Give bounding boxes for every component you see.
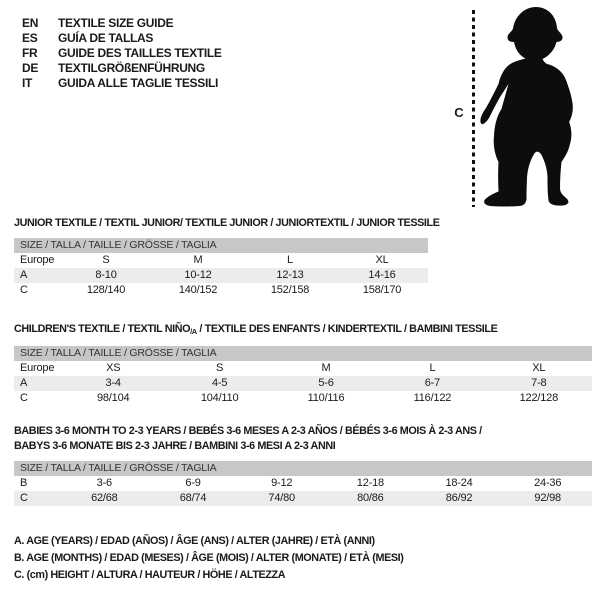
title-segment: JUNIOR TEXTILE / TEXTIL JUNIOR/ TEXTILE JUNIOR / JUNIORTEXTIL / JUNIOR TESSILE bbox=[14, 217, 440, 229]
row-value: XL bbox=[375, 254, 389, 266]
babies-textile-table bbox=[14, 424, 592, 506]
row-label: Europe bbox=[20, 254, 55, 266]
row-value: 9-12 bbox=[271, 477, 293, 489]
babies-textile-table-title bbox=[14, 424, 592, 454]
row-value: 62/68 bbox=[91, 492, 118, 504]
row-value: 14-16 bbox=[368, 269, 396, 281]
height-measure-label: C bbox=[454, 105, 464, 120]
row-value: M bbox=[193, 254, 203, 266]
language-title: TEXTILE SIZE GUIDE bbox=[58, 15, 174, 30]
language-row-de bbox=[22, 61, 222, 76]
table-row-c bbox=[14, 491, 592, 506]
row-value: 116/122 bbox=[413, 392, 452, 404]
title-segment: / TEXTILE DES ENFANTS / KINDERTEXTIL / BAMBINI TESSILE bbox=[196, 323, 498, 335]
junior-textile-table-title bbox=[14, 216, 440, 231]
row-label: B bbox=[20, 477, 28, 489]
table-row-c bbox=[14, 391, 592, 406]
row-value: S bbox=[216, 362, 224, 374]
height-dashed-line bbox=[472, 10, 475, 207]
row-value: 104/110 bbox=[200, 392, 239, 404]
row-value: 158/170 bbox=[362, 284, 402, 296]
language-title: TEXTILGRÖßENFÜHRUNG bbox=[58, 61, 205, 76]
row-value: 80/86 bbox=[357, 492, 384, 504]
language-title: GUÍA DE TALLAS bbox=[58, 30, 154, 45]
language-code: FR bbox=[22, 45, 38, 60]
row-label: A bbox=[20, 377, 28, 389]
row-value: 6-7 bbox=[424, 377, 441, 389]
row-value: 12-13 bbox=[276, 269, 304, 281]
table-row-europe bbox=[14, 253, 428, 268]
size-header-bar: SIZE / TALLA / TAILLE / GRÖSSE / TAGLIA bbox=[14, 238, 428, 253]
row-label: C bbox=[20, 392, 28, 404]
table-row-europe bbox=[14, 361, 592, 376]
title-segment: CHILDREN'S TEXTILE / TEXTIL NIÑO bbox=[14, 323, 191, 335]
row-value: S bbox=[102, 254, 110, 266]
row-value: 18-24 bbox=[445, 477, 473, 489]
row-label: C bbox=[20, 492, 28, 504]
footnote-a: A. AGE (YEARS) / EDAD (AÑOS) / ÂGE (ANS) / ALTER (JAHRE) / ETÀ (ANNI) bbox=[14, 535, 375, 547]
language-row-en bbox=[22, 15, 222, 30]
row-value: XS bbox=[106, 362, 121, 374]
table-row-c bbox=[14, 283, 428, 298]
size-header-bar: SIZE / TALLA / TAILLE / GRÖSSE / TAGLIA bbox=[14, 461, 592, 476]
row-value: XL bbox=[532, 362, 546, 374]
title-segment: /A bbox=[190, 327, 197, 336]
footnotes bbox=[14, 533, 403, 583]
language-code: ES bbox=[22, 30, 38, 45]
language-title: GUIDA ALLE TAGLIE TESSILI bbox=[58, 76, 219, 91]
row-value: L bbox=[287, 254, 293, 266]
row-value: 7-8 bbox=[531, 377, 547, 389]
language-code: DE bbox=[22, 61, 39, 76]
row-value: 24-36 bbox=[534, 477, 562, 489]
row-label: A bbox=[20, 269, 28, 281]
size-header-bar: SIZE / TALLA / TAILLE / GRÖSSE / TAGLIA bbox=[14, 346, 592, 361]
row-value: 3-6 bbox=[96, 477, 112, 489]
table-row-a bbox=[14, 268, 428, 283]
language-row-es bbox=[22, 30, 222, 45]
language-title: GUIDE DES TAILLES TEXTILE bbox=[58, 45, 222, 60]
row-value: 98/104 bbox=[96, 392, 130, 404]
row-value: 122/128 bbox=[519, 392, 559, 404]
row-value: 92/98 bbox=[534, 492, 561, 504]
row-label: Europe bbox=[20, 362, 55, 374]
row-value: 68/74 bbox=[179, 492, 207, 504]
row-value: 12-18 bbox=[356, 477, 384, 489]
table-row-b bbox=[14, 476, 592, 491]
row-value: 8-10 bbox=[95, 269, 117, 281]
row-label: C bbox=[20, 284, 28, 296]
row-value: 5-6 bbox=[318, 377, 334, 389]
baby-silhouette-image bbox=[479, 4, 595, 207]
language-code: EN bbox=[22, 15, 39, 30]
language-list bbox=[22, 15, 222, 91]
row-value: 128/140 bbox=[86, 284, 126, 296]
row-value: 86/92 bbox=[445, 492, 473, 504]
language-row-fr bbox=[22, 45, 222, 60]
row-value: 6-9 bbox=[185, 477, 201, 489]
row-value: 74/80 bbox=[268, 492, 295, 504]
footnote-c: C. (cm) HEIGHT / ALTURA / HAUTEUR / HÖHE / ALTEZZA bbox=[14, 568, 286, 581]
row-value: 10-12 bbox=[184, 269, 212, 281]
row-value: 140/152 bbox=[178, 284, 218, 296]
footnote-b: B. AGE (MONTHS) / EDAD (MESES) / ÂGE (MOIS) / ALTER (MONATE) / ETÀ (MESI) bbox=[14, 551, 404, 564]
row-value: L bbox=[429, 362, 436, 374]
row-value: 4-5 bbox=[211, 377, 228, 389]
table-row-a bbox=[14, 376, 592, 391]
title-segment: BABIES 3-6 MONTH TO 2-3 YEARS / BEBÉS 3-6 MESES A 2-3 AÑOS / BÉBÉS 3-6 MOIS À 2-3 ANS / bbox=[14, 425, 482, 437]
language-code: IT bbox=[22, 76, 33, 91]
row-value: M bbox=[321, 362, 331, 374]
junior-textile-table bbox=[14, 216, 440, 298]
language-row-it bbox=[22, 76, 222, 91]
row-value: 152/158 bbox=[270, 284, 310, 296]
childrens-textile-table-title bbox=[14, 322, 592, 339]
title-segment: BABYS 3-6 MONATE BIS 2-3 JAHRE / BAMBINI 3-6 MESI A 2-3 ANNI bbox=[14, 440, 336, 452]
row-value: 3-4 bbox=[105, 377, 121, 389]
childrens-textile-table bbox=[14, 322, 592, 406]
row-value: 110/116 bbox=[307, 392, 345, 404]
